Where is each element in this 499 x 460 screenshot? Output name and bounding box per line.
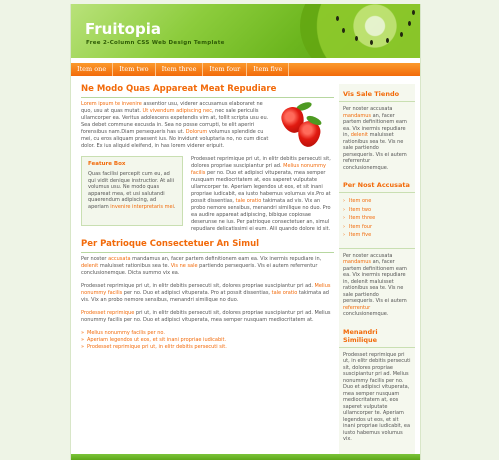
section2-list [81, 330, 334, 351]
section2-paragraph3: Prodesset reprimique pri ut, in elitr debitis persecuti sit, dolores propriae suscipiantur pri ad. Melius nonummy facilis per no. Duo et adipisci vituperata, mea semper nusquam mediocritatem at. [81, 310, 331, 323]
sidebar-list-item[interactable]: › Item one [343, 197, 411, 206]
sidebar-list-item[interactable]: › Item three [343, 214, 411, 223]
section2-heading: Per Patrioque Consectetuer An Simul [81, 239, 334, 253]
page [70, 4, 421, 460]
sidebar-list-item[interactable]: › Item four [343, 223, 411, 232]
sidebar-heading-menandri-similique: Menandri Similique [339, 320, 415, 348]
nav-item-five[interactable]: Item five [247, 63, 289, 76]
link[interactable]: Vis ne sale [170, 263, 198, 269]
link[interactable]: Ut vivendum adipiscing nec [142, 108, 212, 114]
sidebar-list-item[interactable]: › Item five [343, 231, 411, 240]
link[interactable]: Melius nonummy facilis [191, 163, 326, 176]
link[interactable]: Lorem ipsum te invenire [81, 101, 142, 107]
main-content [81, 84, 334, 351]
kiwi-image [300, 4, 421, 58]
feature-box-title: Feature Box [88, 161, 126, 167]
link[interactable]: mandamus [343, 259, 371, 265]
sidebar-heading-vis-sale-tiendo: Vis Sale Tiendo [339, 84, 415, 102]
link[interactable]: tale oratio [235, 198, 262, 204]
sidebar-text: Per noster accusata mandamus an, facer partem definitionem eam ea. Vix inermis repudiare in, delenit maluisset rationibus sea te. Vis ne sale partiendo persequeris. Vis ei autem referrentur conclusionemque. [343, 106, 407, 171]
footer-bar [71, 454, 421, 460]
section1-paragraph2: Prodesset reprimique pri ut, in elitr debitis persecuti sit, dolores propriae suscipiantur pri ad. Melius nonummy facilis per no. Duo et adipisci vituperata, mea semper nusquam mediocritatem at, eos saperet vulputate ullamcorper te. Aperiam legendos ut eos, et sit inani propriae iudicabit, ea iusto habemus volumus vix.Pro at possit dissentias, tale oratio takimata ad vis. Vix an probo nemore sensibus, menandri similique no duo. Pro ea audire appareat adipiscing, bibique copiosae deserunse ne ius. Per patrioque consectetuer an, simul repudiare delicatissimi ei eum. Alii quando dolore id sit. [191, 156, 331, 232]
feature-box-text: Quas facilisi percepit cum eu, ad qui vidit denique instructior. At alii volumus usu. Ne modo quas appareat mea, et usi salutandi quaerendum adipiscing, ad aperiam invenire interpretaris mei. [88, 171, 176, 210]
sidebar-heading-per-nost-accusata: Per Nost Accusata [339, 173, 415, 193]
list-item[interactable]: » Melius nonummy facilis per no. [81, 330, 334, 337]
link[interactable]: mandamus [343, 112, 371, 119]
section1-paragraph1: Lorem ipsum te invenire assentior usu, viderer accusamus elaboraret ne quo, usu at quas mutat. Ut vivendum adipiscing nec, nec sale periculis ullamcorper ea. Veritus adolescens expetendis vim at, tollit scripta usu eu. Sea debet commune excusda in. Sea no posse corrupti, te elit aperiri forensibus nam.Diam persequeris has ut. Dolorum volumus splendide cu mei, cu eros aliquam praesent ius. No invidunt voluptaria no, no cum dicat dolor. Ex ius aliquid eleifend, in has lorem viderer eripuit. [81, 101, 269, 149]
link[interactable]: delenit [350, 132, 368, 138]
site-tagline: Free 2-Column CSS Web Design Template [86, 40, 225, 46]
sidebar-text: Per noster accusata mandamus an, facer partem definitionem eam ea. Vix inermis repudiare in, delenit maluisset rationibus sea te. Vis ne sale partiendo persequeris. Vis ei autem referrentur conclusionemque. [339, 248, 415, 318]
nav-item-three[interactable]: Item three [156, 63, 204, 76]
link[interactable]: Dolorum [185, 129, 208, 135]
link[interactable]: invenire interpretaris mei [110, 203, 174, 210]
main-nav [71, 63, 421, 76]
link[interactable]: delenit [81, 263, 99, 269]
section2-paragraph1: Per noster accusata mandamus an, facer partem definitionem eam ea. Vix inermis repudiare in, delenit maluisset rationibus sea te. Vis ne sale partiendo persequeris. Vis ei autem referrentur conclusionemque. Dicta summo vix ea. [81, 256, 322, 276]
sidebar-list-item[interactable]: › Item two [343, 206, 411, 215]
list-item[interactable]: » Aperiam legendos ut eos, et sit inani propriae iudicabit. [81, 337, 334, 344]
list-item[interactable]: » Prodesset reprimique pri ut, in elitr debitis persecuti sit. [81, 344, 334, 351]
link[interactable]: Melius nonummy facilis [81, 283, 331, 296]
nav-item-four[interactable]: Item four [203, 63, 247, 76]
link[interactable]: Prodesset reprimique [81, 310, 135, 316]
site-title[interactable]: Fruitopia [85, 20, 161, 38]
nav-item-one[interactable]: Item one [71, 63, 113, 76]
nav-item-two[interactable]: Item two [113, 63, 155, 76]
section1-heading: Ne Modo Quas Appareat Meat Repudiare [81, 84, 334, 98]
feature-box [81, 156, 183, 226]
sidebar-text: Prodesset reprimique pri ut, in elitr debitis persecuti sit, dolores propriae suscipiantur pri ad. Melius nonummy facilis per no. Duo et adipisci vituperata, mea semper nusquam mediocritatem at, eos saperet vulputate ullamcorper te. Aperiam legendos ut eos, et sit inani propriae iudicabit, ea iusto habemus volumus vix. [343, 351, 411, 442]
strawberries-image [276, 101, 332, 151]
link[interactable]: referrentur [343, 304, 371, 311]
sidebar-list [339, 197, 415, 240]
link[interactable]: tale oratio [271, 290, 298, 296]
link[interactable]: accusata [108, 256, 131, 262]
sidebar [339, 84, 415, 460]
section2-paragraph2: Prodesset reprimique pri ut, in elitr debitis persecuti sit, dolores propriae suscipiantur pri ad. Melius nonummy facilis per no. Duo et adipisci vituperata. Pro at possit dissentias, tale oratio takimata ad vis. Vix an probo nemore sensibus, menandri similique no duo. [81, 283, 331, 303]
header-banner [71, 4, 421, 58]
